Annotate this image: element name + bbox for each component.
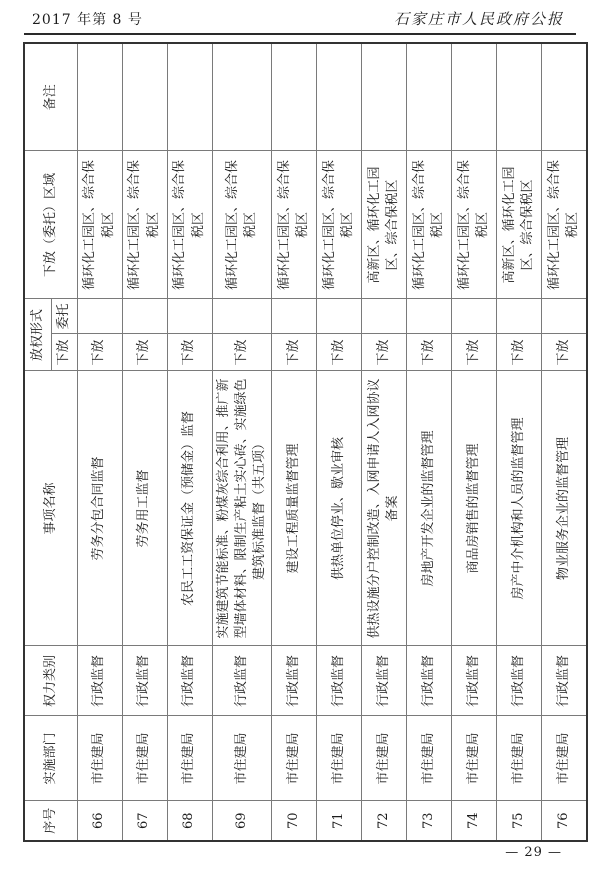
cell-weituo <box>497 299 542 334</box>
cell-region: 循环化工园区、综合保税区 <box>452 151 497 299</box>
cell-no: 76 <box>542 801 587 841</box>
cell-weituo <box>272 299 317 334</box>
cell-weituo <box>452 299 497 334</box>
cell-type: 行政监督 <box>317 646 362 716</box>
col-header-dept: 实施部门 <box>24 716 77 801</box>
table-row <box>212 43 272 841</box>
cell-dept: 市住建局 <box>167 716 212 801</box>
cell-xiafang: 下放 <box>407 334 452 371</box>
cell-xiafang: 下放 <box>122 334 167 371</box>
cell-weituo <box>212 299 272 334</box>
cell-weituo <box>77 299 122 334</box>
cell-remark <box>497 43 542 151</box>
cell-region: 循环化工园区、综合保税区 <box>212 151 272 299</box>
col-header-region: 下放（委托）区域 <box>24 151 77 299</box>
cell-weituo <box>317 299 362 334</box>
header-row-1 <box>24 43 51 841</box>
table-row <box>77 43 122 841</box>
page-header-issue: 2017 年第 8 号 <box>32 12 143 28</box>
cell-type: 行政监督 <box>452 646 497 716</box>
table-row <box>362 43 407 841</box>
table-row <box>407 43 452 841</box>
cell-remark <box>167 43 212 151</box>
cell-no: 75 <box>497 801 542 841</box>
cell-dept: 市住建局 <box>122 716 167 801</box>
cell-xiafang: 下放 <box>212 334 272 371</box>
cell-region: 循环化工园区、综合保税区 <box>407 151 452 299</box>
col-header-type: 权力类别 <box>24 646 77 716</box>
cell-name: 劳务分包合同监督 <box>77 371 122 646</box>
cell-region: 循环化工园区、综合保税区 <box>317 151 362 299</box>
cell-dept: 市住建局 <box>317 716 362 801</box>
cell-no: 74 <box>452 801 497 841</box>
landscape-table-container <box>23 44 578 842</box>
cell-xiafang: 下放 <box>317 334 362 371</box>
cell-no: 70 <box>272 801 317 841</box>
cell-name: 物业服务企业的监督管理 <box>542 371 587 646</box>
cell-remark <box>407 43 452 151</box>
cell-xiafang: 下放 <box>542 334 587 371</box>
col-header-form-group: 放权形式 <box>24 299 51 371</box>
cell-remark <box>272 43 317 151</box>
cell-type: 行政监督 <box>542 646 587 716</box>
header-divider <box>24 33 576 35</box>
cell-name: 供热单位停业、歇业审核 <box>317 371 362 646</box>
cell-type: 行政监督 <box>497 646 542 716</box>
cell-name: 供热设施分户控制改造、入网申请人入网协议备案 <box>362 371 407 646</box>
cell-dept: 市住建局 <box>212 716 272 801</box>
cell-name: 农民工工资保证金（预储金）监督 <box>167 371 212 646</box>
cell-region: 循环化工园区、综合保税区 <box>77 151 122 299</box>
cell-no: 72 <box>362 801 407 841</box>
cell-remark <box>317 43 362 151</box>
cell-name: 实施建筑节能标准、粉煤灰综合利用、推广新型墙体材料、限制生产粘土实心砖、实施绿色建筑标准监督（共五项） <box>212 371 272 646</box>
cell-type: 行政监督 <box>167 646 212 716</box>
cell-remark <box>212 43 272 151</box>
cell-remark <box>362 43 407 151</box>
cell-xiafang: 下放 <box>167 334 212 371</box>
cell-name: 房产中介机构和人员的监督管理 <box>497 371 542 646</box>
cell-xiafang: 下放 <box>362 334 407 371</box>
cell-dept: 市住建局 <box>542 716 587 801</box>
cell-remark <box>122 43 167 151</box>
page-number: — 29 — <box>505 845 562 860</box>
cell-no: 71 <box>317 801 362 841</box>
cell-weituo <box>407 299 452 334</box>
cell-weituo <box>542 299 587 334</box>
page-header-gazette-title: 石家庄市人民政府公报 <box>393 10 564 28</box>
cell-xiafang: 下放 <box>272 334 317 371</box>
cell-dept: 市住建局 <box>407 716 452 801</box>
cell-dept: 市住建局 <box>77 716 122 801</box>
cell-type: 行政监督 <box>212 646 272 716</box>
cell-remark <box>542 43 587 151</box>
cell-remark <box>452 43 497 151</box>
cell-dept: 市住建局 <box>452 716 497 801</box>
cell-type: 行政监督 <box>362 646 407 716</box>
cell-region: 高新区、循环化工园区、综合保税区 <box>362 151 407 299</box>
cell-remark <box>77 43 122 151</box>
cell-no: 67 <box>122 801 167 841</box>
col-header-name: 事项名称 <box>24 371 77 646</box>
cell-region: 循环化工园区、综合保税区 <box>542 151 587 299</box>
col-header-no: 序号 <box>24 801 77 841</box>
cell-type: 行政监督 <box>122 646 167 716</box>
cell-type: 行政监督 <box>407 646 452 716</box>
cell-dept: 市住建局 <box>497 716 542 801</box>
cell-xiafang: 下放 <box>452 334 497 371</box>
cell-no: 68 <box>167 801 212 841</box>
cell-type: 行政监督 <box>272 646 317 716</box>
table-row <box>542 43 587 841</box>
cell-type: 行政监督 <box>77 646 122 716</box>
col-header-remark: 备注 <box>24 43 77 151</box>
cell-name: 房地产开发企业的监督管理 <box>407 371 452 646</box>
table-row <box>272 43 317 841</box>
delegation-table <box>23 42 588 842</box>
cell-dept: 市住建局 <box>362 716 407 801</box>
cell-name: 商品房销售的监督管理 <box>452 371 497 646</box>
col-header-weituo: 委托 <box>51 299 77 334</box>
cell-no: 69 <box>212 801 272 841</box>
cell-no: 66 <box>77 801 122 841</box>
cell-xiafang: 下放 <box>497 334 542 371</box>
cell-region: 循环化工园区、综合保税区 <box>122 151 167 299</box>
table-row <box>122 43 167 841</box>
cell-dept: 市住建局 <box>272 716 317 801</box>
table-row <box>497 43 542 841</box>
cell-weituo <box>167 299 212 334</box>
cell-region: 循环化工园区、综合保税区 <box>272 151 317 299</box>
cell-xiafang: 下放 <box>77 334 122 371</box>
cell-name: 劳务用工监督 <box>122 371 167 646</box>
table-row <box>452 43 497 841</box>
table-row <box>317 43 362 841</box>
table-row <box>167 43 212 841</box>
cell-region: 循环化工园区、综合保税区 <box>167 151 212 299</box>
cell-name: 建设工程质量监督管理 <box>272 371 317 646</box>
col-header-xiafang: 下放 <box>51 334 77 371</box>
cell-weituo <box>122 299 167 334</box>
rotated-table-area <box>23 44 578 842</box>
cell-weituo <box>362 299 407 334</box>
cell-region: 高新区、循环化工园区、综合保税区 <box>497 151 542 299</box>
cell-no: 73 <box>407 801 452 841</box>
